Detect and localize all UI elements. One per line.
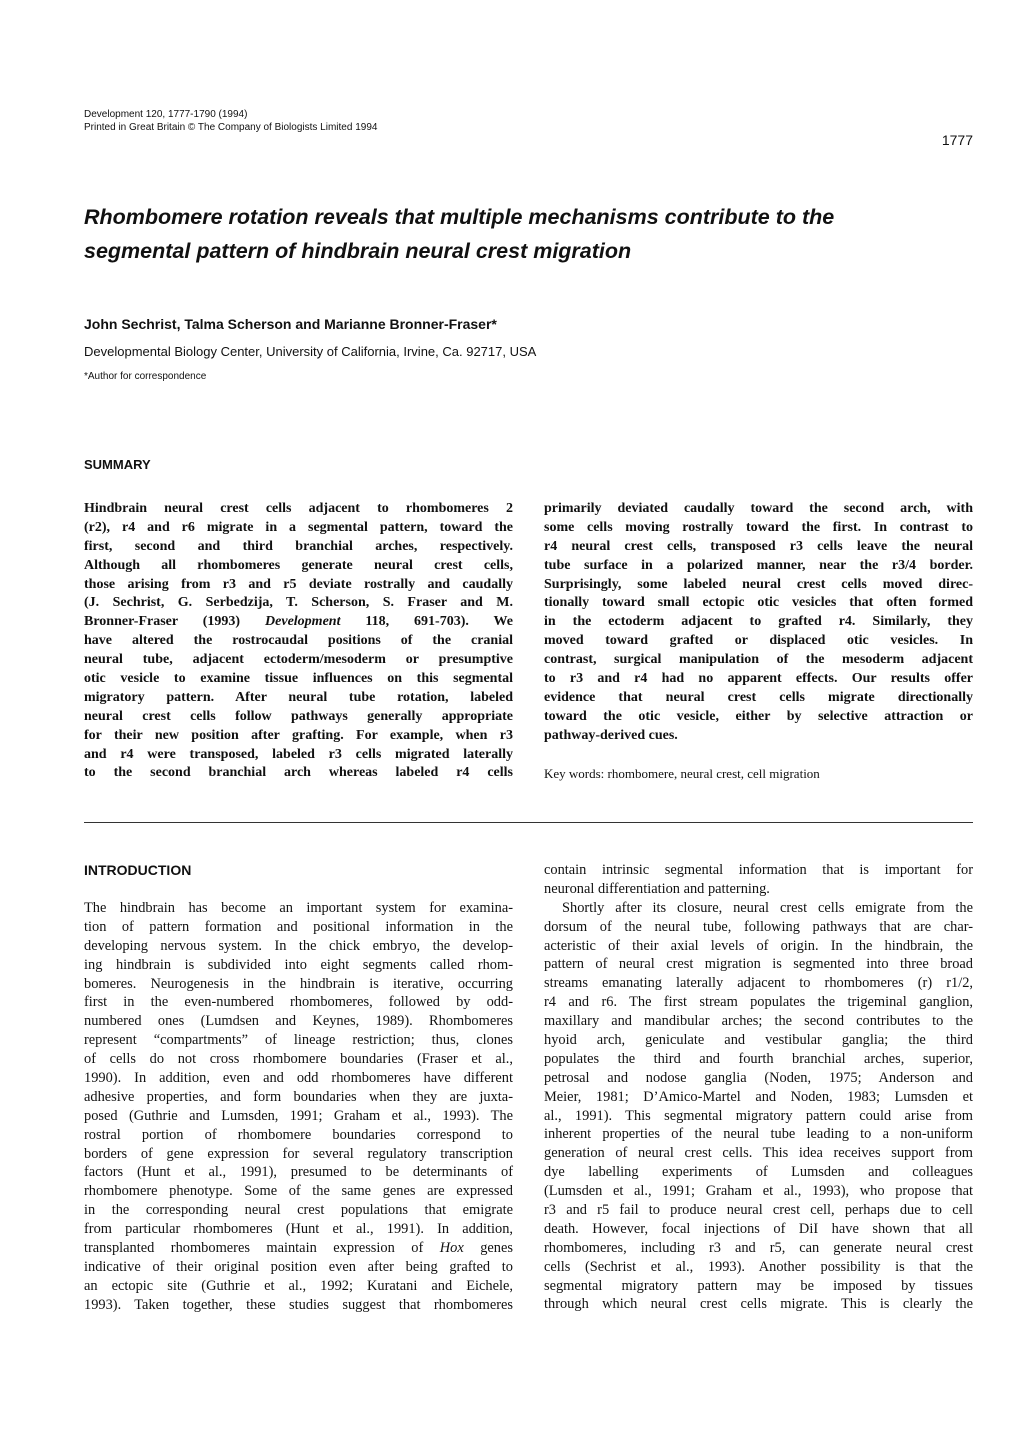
body-line: Shortly after its closure, neural crest cells emigrate from the: [562, 899, 973, 916]
abstract-line: neural tube, adjacent ectoderm/mesoderm or presumptive: [84, 652, 513, 668]
citation-text: 118, 691-703). We: [365, 614, 513, 630]
abstract-line: Although all rhombomeres generate neural crest cells,: [84, 557, 513, 573]
keywords: Key words: rhombomere, neural crest, cell migration: [544, 766, 820, 781]
body-line: petrosal and nodose ganglia (Noden, 1975; Anderson and: [544, 1069, 973, 1086]
publisher-line: Printed in Great Britain © The Company of Biologists Limited 1994: [84, 122, 378, 133]
abstract-line: Surprisingly, some labeled neural crest cells moved direc-: [544, 576, 973, 592]
abstract-line: to r3 and r4 had no apparent effects. Our results offer: [544, 671, 973, 687]
introduction-right-column: [544, 861, 973, 1314]
body-line: al., 1991). This segmental migratory pattern could arise from: [544, 1107, 973, 1124]
body-line: factors (Hunt et al., 1991), presumed to be determinants of: [84, 1164, 513, 1181]
body-line: an ectopic site (Guthrie et al., 1992; Kuratani and Eichele,: [84, 1277, 513, 1294]
abstract-line: tube surface in a polarized manner, near the r3/4 border.: [544, 557, 973, 573]
body-line: The hindbrain has become an important system for examina-: [84, 900, 513, 916]
body-line: segmental migratory pattern may be imposed by tissues: [544, 1277, 973, 1294]
body-line: 1993). Taken together, these studies suggest that rhombomeres: [84, 1296, 513, 1313]
body-line: indicative of their original position even after being grafted to: [84, 1258, 513, 1275]
body-line: generation of neural crest cells. This idea receives support from: [544, 1145, 973, 1162]
body-line: developing nervous system. In the chick embryo, the develop-: [84, 937, 513, 954]
abstract-line: otic vesicle to examine tissue influences on this segmental: [84, 671, 513, 687]
body-line: populates the third and fourth branchial arches, superior,: [544, 1050, 973, 1067]
article-title-line: Rhombomere rotation reveals that multiple mechanisms contribute to the: [84, 205, 835, 229]
abstract-line: pathway-derived cues.: [544, 727, 678, 743]
body-line: streams emanating laterally adjacent to rhombomeres (r) r1/2,: [544, 975, 973, 992]
body-line: death. However, focal injections of DiI have shown that all: [544, 1220, 973, 1237]
body-line: contain intrinsic segmental information that is important for: [544, 862, 973, 878]
abstract-line: to the second branchial arch whereas labeled r4 cells: [84, 765, 513, 781]
body-line: dorsum of the neural tube, following pathways that are char-: [544, 918, 973, 935]
gene-name: Hox: [439, 1240, 464, 1257]
body-line: cells (Sechrist et al., 1993). Another possibility is that the: [544, 1258, 973, 1275]
body-line: hyoid arch, geniculate and vestibular ganglia; the third: [544, 1032, 973, 1049]
body-line: rostral portion of rhombomere boundaries correspond to: [84, 1126, 513, 1143]
body-line: ing hindbrain is subdivided into eight segments called rhom-: [84, 956, 513, 973]
affiliation: Developmental Biology Center, University of California, Irvine, Ca. 92717, USA: [84, 344, 537, 359]
abstract-line: Hindbrain neural crest cells adjacent to rhombomeres 2: [84, 501, 513, 516]
article-title-line: segmental pattern of hindbrain neural crest migration: [84, 239, 632, 263]
body-line: first in the even-numbered rhombomeres, followed by odd-: [84, 994, 513, 1011]
correspondence-note: *Author for correspondence: [84, 371, 207, 382]
abstract-line: (r2), r4 and r6 migrate in a segmental pattern, toward the: [84, 519, 513, 535]
abstract-line: migratory pattern. After neural tube rotation, labeled: [84, 689, 513, 705]
abstract-line: evidence that neural crest cells migrate directionally: [544, 689, 973, 705]
body-line-with-gene-name: [84, 1239, 513, 1258]
body-line: adhesive properties, and form boundaries when they are juxta-: [84, 1088, 513, 1105]
introduction-left-column: [84, 899, 513, 1315]
body-text: genes: [480, 1240, 513, 1257]
body-line: Meier, 1981; D’Amico-Martel and Noden, 1983; Lumsden et: [544, 1088, 973, 1105]
body-line: dye labelling experiments of Lumsden and colleagues: [544, 1164, 973, 1181]
body-line: bomeres. Neurogenesis in the hindbrain is iterative, occurring: [84, 975, 513, 992]
body-line: represent “compartments” of lineage restriction; thus, clones: [84, 1032, 513, 1049]
summary-heading: SUMMARY: [84, 457, 151, 472]
abstract-line-with-citation: [84, 613, 513, 632]
abstract-line: neural crest cells follow pathways generally appropriate: [84, 708, 513, 724]
abstract-line: moved toward grafted or displaced otic vesicles. In: [544, 633, 973, 649]
body-line: posed (Guthrie and Lumsden, 1991; Graham et al., 1993). The: [84, 1107, 513, 1124]
body-line: borders of gene expression for several regulatory transcription: [84, 1145, 513, 1162]
body-line: through which neural crest cells migrate. This is clearly the: [544, 1296, 973, 1313]
journal-citation-line: Development 120, 1777-1790 (1994): [84, 109, 248, 120]
author-list: John Sechrist, Talma Scherson and Marianne Bronner-Fraser*: [84, 316, 497, 332]
body-line: tion of pattern formation and positional information in the: [84, 918, 513, 935]
article-title: [84, 200, 974, 268]
abstract-line: tionally toward small ectopic otic vesicles that often formed: [544, 595, 973, 611]
body-line: rhombomere phenotype. Some of the same genes are expressed: [84, 1183, 513, 1200]
abstract-line: for their new position after grafting. For example, when r3: [84, 727, 513, 743]
body-line: maxillary and mandibular arches; the second contributes to the: [544, 1013, 973, 1030]
body-line: 1990). In addition, even and odd rhombomeres have different: [84, 1070, 513, 1087]
abstract-line: first, second and third branchial arches, respectively.: [84, 538, 513, 554]
abstract-right-column: [544, 500, 973, 746]
abstract-line: some cells moving rostrally toward the first. In contrast to: [544, 519, 973, 535]
body-line: rhombomeres, including r3 and r5, can generate neural crest: [544, 1239, 973, 1256]
journal-citation: [84, 108, 377, 134]
page-number: 1777: [941, 132, 973, 148]
body-line: acteristic of their axial levels of origin. In the hindbrain, the: [544, 937, 973, 954]
body-line: numbered ones (Lumdsen and Keynes, 1989). Rhombomeres: [84, 1013, 513, 1030]
body-line: neuronal differentiation and patterning.: [544, 880, 770, 897]
body-line: in the corresponding neural crest populations that emigrate: [84, 1202, 513, 1219]
section-divider: [84, 822, 973, 823]
abstract-line: in the ectoderm adjacent to grafted r4. Similarly, they: [544, 614, 973, 630]
abstract-line: and r4 were transposed, labeled r3 cells migrated laterally: [84, 746, 513, 762]
body-line: of cells do not cross rhombomere boundaries (Fraser et al.,: [84, 1051, 513, 1068]
abstract-line: contrast, surgical manipulation of the mesoderm adjacent: [544, 652, 973, 668]
body-line: (Lumsden et al., 1991; Graham et al., 1993), who propose that: [544, 1183, 973, 1200]
body-line: r3 and r5 fail to produce neural crest cell, perhaps due to cell: [544, 1202, 973, 1219]
citation-text: Bronner-Fraser (1993): [84, 614, 241, 630]
body-line: r4 and r6. The first stream populates the trigeminal ganglion,: [544, 994, 973, 1011]
introduction-heading: INTRODUCTION: [84, 862, 192, 878]
abstract-line: r4 neural crest cells, transposed r3 cells leave the neural: [544, 538, 973, 554]
body-text: transplanted rhombomeres maintain expression of: [84, 1240, 424, 1257]
abstract-left-column: [84, 500, 513, 783]
body-line: inherent properties of the neural tube leading to a non-uniform: [544, 1126, 973, 1143]
abstract-line: primarily deviated caudally toward the second arch, with: [544, 501, 973, 516]
abstract-line: (J. Sechrist, G. Serbedzija, T. Scherson, S. Fraser and M.: [84, 595, 513, 611]
body-line: pattern of neural crest migration is segmented into three broad: [544, 956, 973, 973]
abstract-line: those arising from r3 and r5 deviate rostrally and caudally: [84, 576, 513, 592]
abstract-line: have altered the rostrocaudal positions of the cranial: [84, 633, 513, 649]
body-line: from particular rhombomeres (Hunt et al., 1991). In addition,: [84, 1221, 513, 1238]
abstract-line: toward the otic vesicle, either by selective attraction or: [544, 708, 973, 724]
journal-name: Development: [265, 614, 341, 630]
